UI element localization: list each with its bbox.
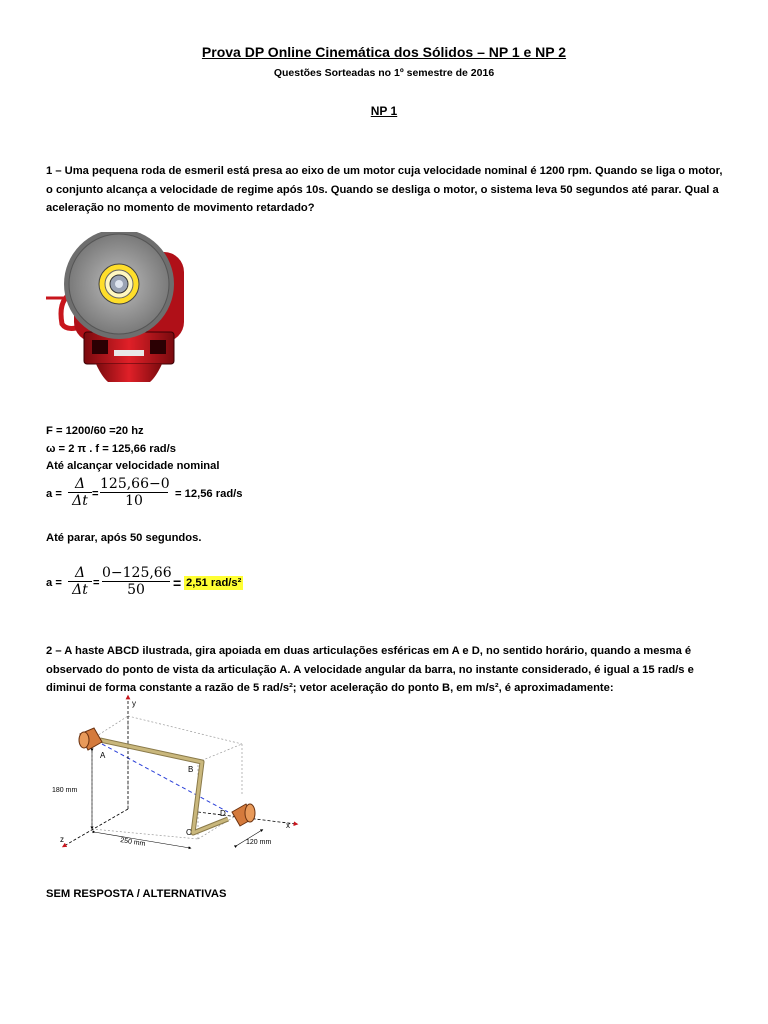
grinder-motor-illustration bbox=[44, 232, 194, 382]
equation-2-result-equals: = bbox=[173, 575, 182, 591]
equation-1-result: = 12,56 rad/s bbox=[175, 488, 243, 500]
dimension-180-label: 180 mm bbox=[52, 787, 78, 794]
frequency-line: F = 1200/60 =20 hz bbox=[46, 425, 144, 437]
equation-2-value-fraction bbox=[102, 565, 170, 598]
delta-symbol: Δ bbox=[74, 476, 86, 492]
fraction-2-numerator: 0−125,66 bbox=[102, 565, 172, 581]
equation-2-delta-fraction bbox=[68, 565, 92, 598]
delta-symbol: Δ bbox=[74, 565, 86, 581]
until-stop-label: Até parar, após 50 segundos. bbox=[46, 532, 202, 544]
axis-x-label: x bbox=[286, 821, 290, 830]
point-b-label: B bbox=[188, 765, 194, 774]
equation-1-value-fraction bbox=[100, 476, 168, 509]
axis-y-label: y bbox=[132, 699, 136, 708]
equation-1-delta-fraction bbox=[68, 476, 92, 509]
section-heading: NP 1 bbox=[370, 104, 398, 118]
equation-2-equals: = bbox=[93, 577, 100, 589]
point-d-label: D bbox=[220, 809, 226, 818]
answer-note: SEM RESPOSTA / ALTERNATIVAS bbox=[46, 888, 227, 900]
equation-2-lhs: a = bbox=[46, 577, 62, 589]
axis-z-label: z bbox=[60, 835, 64, 844]
dimension-250-label: 250 mm bbox=[119, 837, 146, 848]
fraction-1-numerator: 125,66−0 bbox=[100, 476, 170, 492]
equation-1-equals: = bbox=[92, 488, 99, 500]
document-subtitle: Questões Sorteadas no 1º semestre de 2016 bbox=[273, 67, 495, 79]
angular-velocity-line: ω = 2 π . f = 125,66 rad/s bbox=[46, 443, 176, 455]
equation-2-result bbox=[184, 577, 243, 589]
delta-t-symbol: Δt bbox=[72, 582, 88, 598]
document-title: Prova DP Online Cinemática dos Sólidos – NP 1 e NP 2 bbox=[201, 44, 567, 60]
question-1-text: 1 – Uma pequena roda de esmeril está presa ao eixo de um motor cuja velocidade nominal é 1200 rpm. Quando se liga o motor, o conjunto alcança a velocidade de regime após 10s. Quando se desliga o motor, o sistema leva 50 segundos até parar. Qual a aceleração no momento de movimento retardado? bbox=[46, 165, 723, 214]
highlighted-answer: 2,51 rad/s² bbox=[186, 577, 242, 589]
fraction-2-denominator: 50 bbox=[127, 582, 145, 598]
delta-t-symbol: Δt bbox=[72, 493, 88, 509]
rod-abcd-diagram bbox=[50, 694, 310, 858]
until-nominal-label: Até alcançar velocidade nominal bbox=[46, 460, 220, 472]
question-2-text: 2 – A haste ABCD ilustrada, gira apoiada em duas articulações esféricas em A e D, no sentido horário, quando a mesma é observado do ponto de vista da articulação A. A velocidade angular da barra, no instante considerado, é igual a 15 rad/s e diminui de forma constante a razão de 5 rad/s²; vetor aceleração do ponto B, em m/s², é aproximadamente: bbox=[46, 645, 694, 694]
dimension-120-label: 120 mm bbox=[246, 839, 272, 846]
equation-1-lhs: a = bbox=[46, 488, 62, 500]
fraction-1-denominator: 10 bbox=[125, 493, 143, 509]
point-a-label: A bbox=[100, 751, 106, 760]
point-c-label: C bbox=[186, 828, 192, 837]
